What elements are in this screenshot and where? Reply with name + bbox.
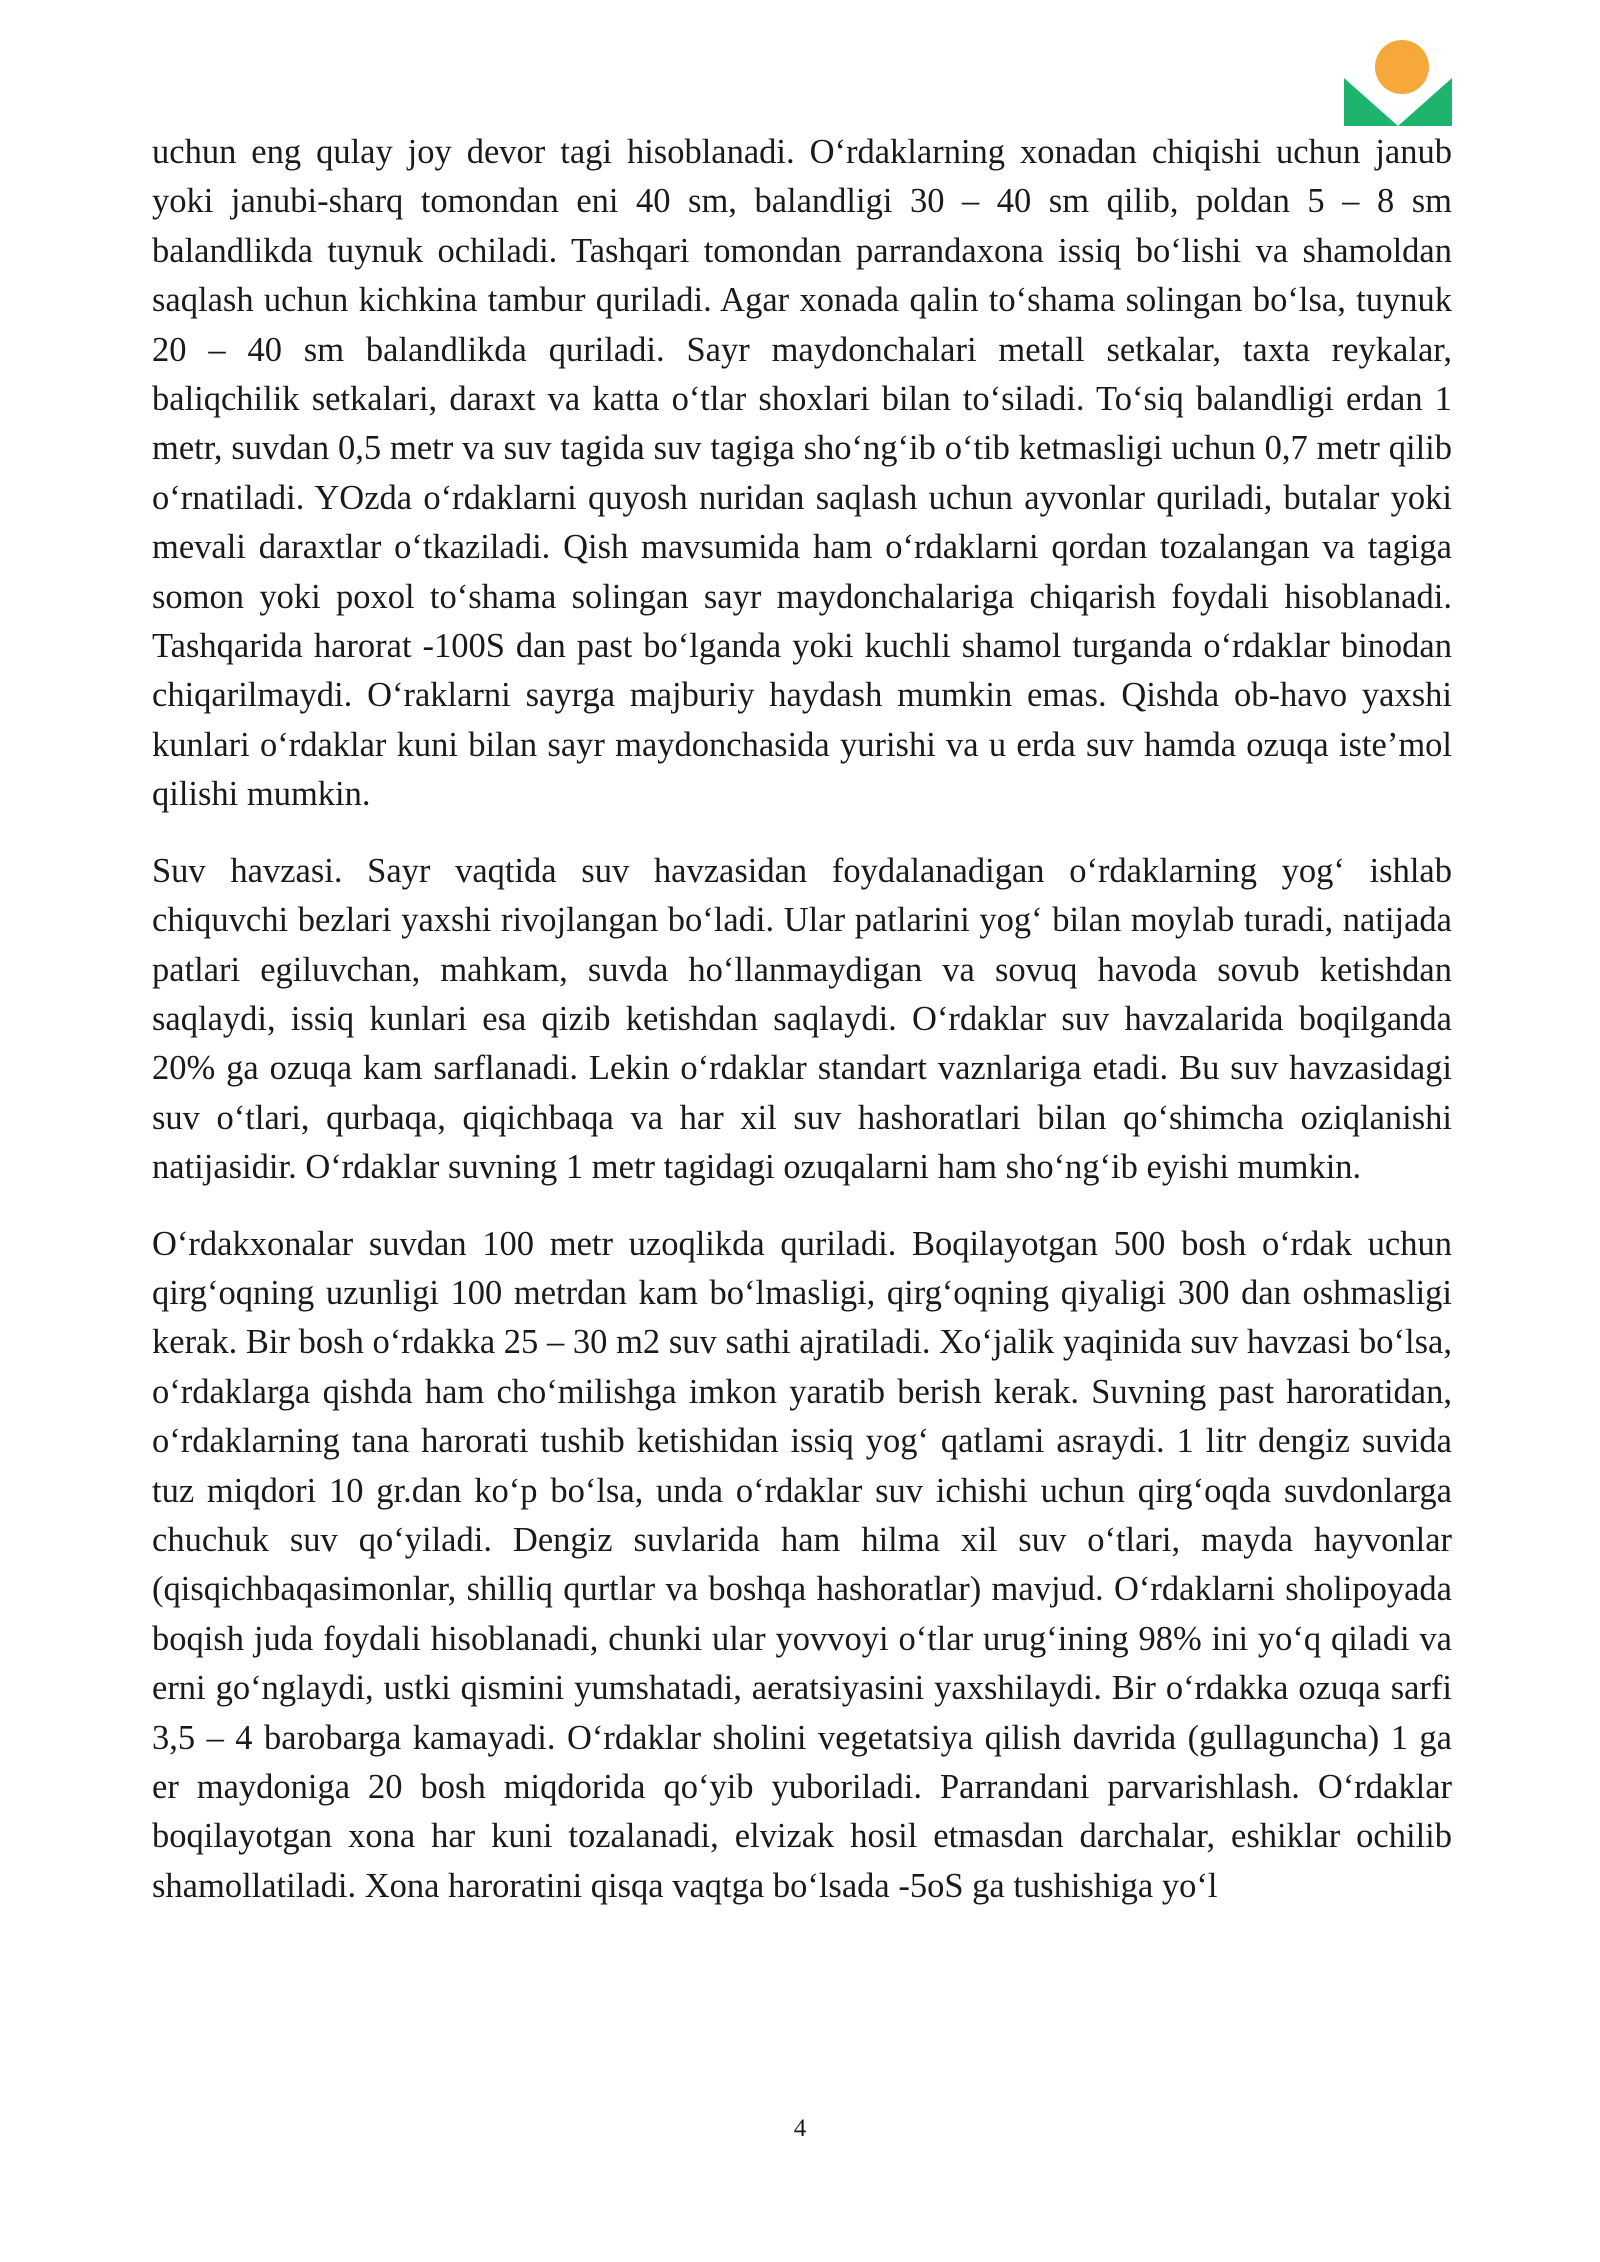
paragraph-enclosure: uchun eng qulay joy devor tagi hisoblanadi. O‘rdaklarning xonadan chiqishi uchun janub yoki janubi-sharq tomondan eni 40 sm, balandligi 30 – 40 sm qilib, poldan 5 – 8 sm balandlikda tuynuk ochiladi. Tashqari tomondan parrandaxona issiq bo‘lishi va shamoldan saqlash uchun kichkina tambur quriladi. Agar xonada qalin to‘shama solingan bo‘lsa, tuynuk 20 – 40 sm balandlikda quriladi. Sayr maydonchalari metall setkalar, taxta reykalar, baliqchilik setkalari, daraxt va katta o‘tlar shoxlari bilan to‘siladi. To‘siq balandligi erdan 1 metr, suvdan 0,5 metr va suv tagida suv tagiga sho‘ng‘ib o‘tib ketmasligi uchun 0,7 metr qilib o‘rnatiladi. YOzda o‘rdaklarni quyosh nuridan saqlash uchun ayvonlar quriladi, butalar yoki mevali daraxtlar o‘tkaziladi. Qish mavsumida ham o‘rdaklarni qordan tozalangan va tagiga somon yoki poxol to‘shama solingan sayr maydonchalariga chiqarish foydali hisoblanadi. Tashqarida harorat -100S dan past bo‘lganda yoki kuchli shamol turganda o‘rdaklar binodan chiqarilmaydi. O‘raklarni sayrga majburiy haydash mumkin emas. Qishda ob-havo yaxshi kunlari o‘rdaklar kuni bilan sayr maydonchasida yurishi va u erda suv hamda ozuqa iste’mol qilishi mumkin. [152,133,1452,814]
paragraph-duck-houses: O‘rdakxonalar suvdan 100 metr uzoqlikda quriladi. Boqilayotgan 500 bosh o‘rdak uchun qirg‘oqning uzunligi 100 metrdan kam bo‘lmasligi, qirg‘oqning qiyaligi 300 dan oshmasligi kerak. Bir bosh o‘rdakka 25 – 30 m2 suv sathi ajratiladi. Xo‘jalik yaqinida suv havzasi bo‘lsa, o‘rdaklarga qishda ham cho‘milishga imkon yaratib berish kerak. Suvning past haroratidan, o‘rdaklarning tana harorati tushib ketishidan issiq yog‘ qatlami asraydi. 1 litr dengiz suvida tuz miqdori 10 gr.dan ko‘p bo‘lsa, unda o‘rdaklar suv ichishi uchun qirg‘oqda suvdonlarga chuchuk suv qo‘yiladi. Dengiz suvlarida ham hilma xil suv o‘tlari, mayda hayvonlar (qisqichbaqasimonlar, shilliq qurtlar va boshqa hashoratlar) mavjud. O‘rdaklarni sholipoyada boqish juda foydali hisoblanadi, chunki ular yovvoyi o‘tlar urug‘ining 98% ini yo‘q qiladi va erni go‘nglaydi, ustki qismini yumshatadi, aeratsiyasini yaxshilaydi. Bir o‘rdakka ozuqa sarfi 3,5 – 4 barobarga kamayadi. O‘rdaklar sholini vegetatsiya qilish davrida (gullaguncha) 1 ga er maydoniga 20 bosh miqdorida qo‘yib yuboriladi. Parrandani parvarishlash. O‘rdaklar boqilayotgan xona har kuni tozalanadi, elvizak hosil etmasdan darchalar, eshiklar ochilib shamollatiladi. Xona haroratini qisqa vaqtga bo‘lsada -5oS ga tushishiga yo‘l [152,1224,1452,1905]
page-number: 4 [793,2115,807,2142]
sun-over-valley-logo-icon [1340,36,1456,130]
publisher-logo-icon [1340,36,1456,130]
logo-sun [1375,40,1429,94]
paragraph-water-pool: Suv havzasi. Sayr vaqtida suv havzasidan foydalanadigan o‘rdaklarning yog‘ ishlab chiquvchi bezlari yaxshi rivojlangan bo‘ladi. Ular patlarini yog‘ bilan moylab turadi, natijada patlari egiluvchan, mahkam, suvda ho‘llanmaydigan va sovuq havoda sovub ketishdan saqlaydi, issiq kunlari esa qizib ketishdan saqlaydi. O‘rdaklar suv havzalarida boqilganda 20% ga ozuqa kam sarflanadi. Lekin o‘rdaklar standart vaznlariga etadi. Bu suv havzasidagi suv o‘tlari, qurbaqa, qiqichbaqa va har xil suv hashoratlari bilan qo‘shimcha oziqlanishi natijasidir. O‘rdaklar suvning 1 metr tagidagi ozuqalarni ham sho‘ng‘ib eyishi mumkin. [152,851,1452,1187]
page-body-text [152,128,1452,1938]
